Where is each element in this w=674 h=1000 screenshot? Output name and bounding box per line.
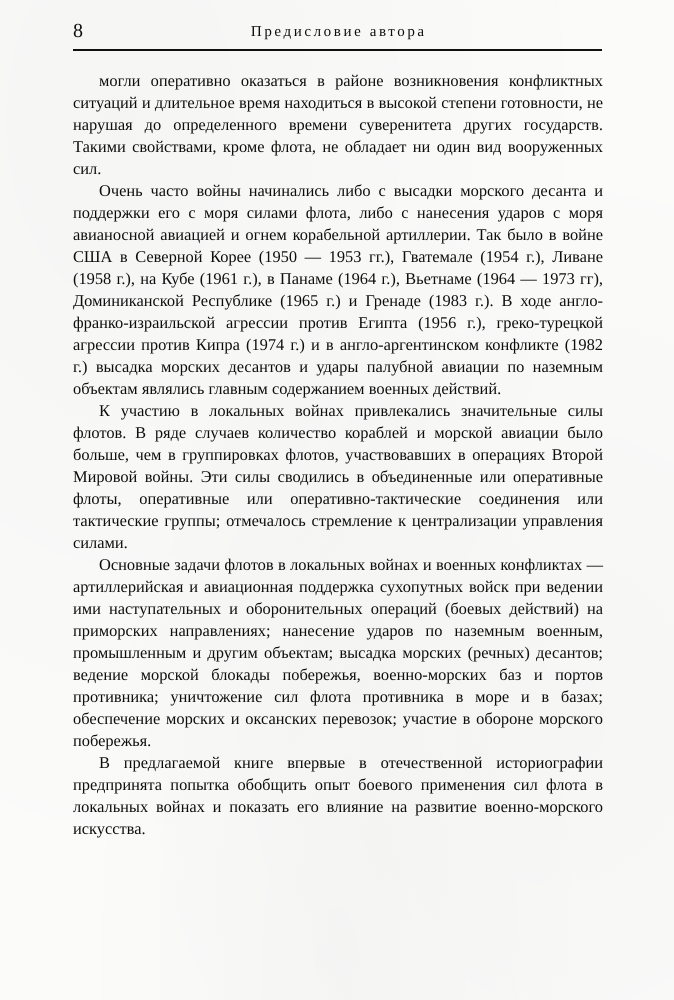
- page-number: 8: [73, 20, 83, 42]
- paragraph: К участию в локальных войнах привлекались значительные силы флотов. В ряде случаев количество кораблей и морской авиации было больше, чем в группировках флотов, участвовавших в операциях Второй Мировой войны. Эти силы сводились в объединенные или оперативные флоты, оперативные или оперативно-тактические соединения или тактические группы; отмечалось стремление к централизации управления силами.: [73, 401, 603, 552]
- paragraph: В предлагаемой книге впервые в отечественной историографии предпринята попытка обобщить опыт боевого применения сил флота в локальных войнах и показать его влияние на развитие военно-морского искусства.: [73, 753, 603, 838]
- paragraph: Основные задачи флотов в локальных войнах и военных конфликтах — артиллерийская и авиационная поддержка сухопутных войск при ведении ими наступательных и оборонительных операций (боевых действий) на приморских направлениях; нанесение ударов по наземным военным, промышленным и другим объектам; высадка морских (речных) десантов; ведение морской блокады побережья, военно-морских баз и портов противника; уничтожение сил флота противника в море и в базах; обеспечение морских и оксанских перевозок; участие в обороне морского побережья.: [73, 555, 603, 750]
- running-head-rule: [73, 49, 602, 51]
- body-text-block: [73, 70, 603, 840]
- paragraph: могли оперативно оказаться в районе возникновения конфликтных ситуаций и длительное время находиться в высокой степени готовности, не нарушая до определенного времени суверенитета других государств. Такими свойствами, кроме флота, не обладает ни один вид вооруженных сил.: [73, 71, 603, 178]
- running-head: [73, 18, 602, 44]
- running-head-title: Предисловие автора: [250, 24, 427, 40]
- paragraph: Очень часто войны начинались либо с высадки морского десанта и поддержки его с моря силами флота, либо с нанесения ударов с моря авианосной авиацией и огнем корабельной артиллерии. Так было в войне США в Северной Корее (1950 — 1953 гг.), Гватемале (1954 г.), Ливане (1958 г.), на Кубе (1961 г.), в Панаме (1964 г.), Вьетнаме (1964 — 1973 гг), Доминиканской Республике (1965 г.) и Гренаде (1983 г.). В ходе англо-франко-израильской агрессии против Египта (1956 г.), греко-турецкой агрессии против Кипра (1974 г.) и в англо-аргентинском конфликте (1982 г.) высадка морских десантов и удары палубной авиации по наземным объектам являлись главным содержанием военных действий.: [73, 181, 603, 398]
